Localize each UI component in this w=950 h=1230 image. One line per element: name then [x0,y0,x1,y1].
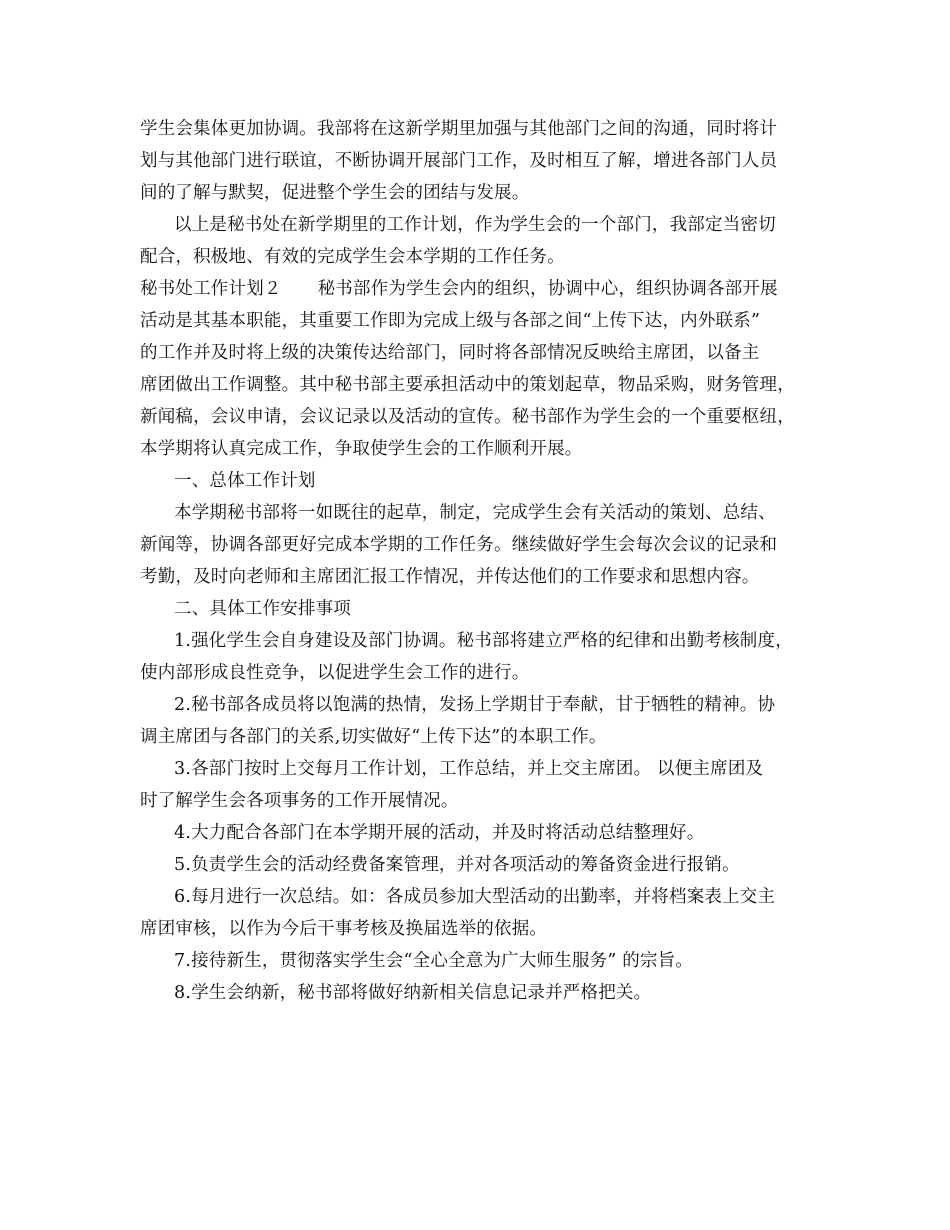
document-body [140,113,830,1009]
text-line: 调主席团与各部门的关系,切实做好“上传下达”的本职工作。 [140,727,607,747]
list-item: 2.秘书部各成员将以饱满的热情，发扬上学期甘于奉献，甘于牺牲的精神。协 [174,695,776,715]
text-line: 席团审核，以作为今后干事考核及换届选举的依据。 [140,919,548,939]
text-line: 时了解学生会各项事务的工作开展情况。 [140,791,459,811]
text-line: 考勤，及时向老师和主席团汇报工作情况，并传达他们的工作要求和思想内容。 [140,567,760,587]
text-line: 使内部形成良性竞争，以促进学生会工作的进行。 [140,663,530,683]
text-line: 新闻稿，会议申请，会议记录以及活动的宣传。秘书部作为学生会的一个重要枢纽， [140,407,795,427]
section-title: 秘书处工作计划２ [140,279,282,299]
text-line: 本学期将认真完成工作，争取使学生会的工作顺利开展。 [140,439,583,459]
text-line: 间的了解与默契，促进整个学生会的团结与发展。 [140,183,530,203]
text-line: 本学期秘书部将一如既往的起草，制定，完成学生会有关活动的策划、总结、 [174,503,776,523]
section-heading-line [140,273,830,305]
list-item: 5.负责学生会的活动经费备案管理，并对各项活动的筹备资金进行报销。 [174,855,740,875]
list-item: 6.每月进行一次总结。如：各成员参加大型活动的出勤率，并将档案表上交主 [174,887,776,907]
text-line: 的工作并及时将上级的决策传达给部门，同时将各部情况反映给主席团，以备主 [140,343,760,363]
text-line: 席团做出工作调整。其中秘书部主要承担活动中的策划起草，物品采购，财务管理， [140,375,795,395]
text-line: 学生会集体更加协调。我部将在这新学期里加强与其他部门之间的沟通，同时将计 [140,119,778,139]
list-item: 4.大力配合各部门在本学期开展的活动，并及时将活动总结整理好。 [174,823,705,843]
section-intro: 秘书部作为学生会内的组织，协调中心，组织协调各部开展 [317,279,778,299]
list-item: 8.学生会纳新，秘书部将做好纳新相关信息记录并严格把关。 [174,983,652,1003]
subheading-overall-plan: 一、总体工作计划 [174,471,316,491]
text-line: 新闻等，协调各部更好完成本学期的工作任务。继续做好学生会每次会议的记录和 [140,535,778,555]
list-item: 3.各部门按时上交每月工作计划，工作总结，并上交主席团。 以便主席团及 [174,759,764,779]
list-item: 1.强化学生会自身建设及部门协调。秘书部将建立严格的纪律和出勤考核制度， [174,631,793,651]
text-line: 划与其他部门进行联谊，不断协调开展部门工作，及时相互了解，增进各部门人员 [140,151,778,171]
text-line: 活动是其基本职能，其重要工作即为完成上级与各部之间“上传下达，内外联系” [140,311,761,331]
list-item: 7.接待新生，贯彻落实学生会“全心全意为广大师生服务” 的宗旨。 [174,951,694,971]
text-line: 以上是秘书处在新学期里的工作计划，作为学生会的一个部门，我部定当密切 [174,215,776,235]
subheading-specific-items: 二、具体工作安排事项 [174,599,351,619]
text-line: 配合，积极地、有效的完成学生会本学期的工作任务。 [140,247,565,267]
